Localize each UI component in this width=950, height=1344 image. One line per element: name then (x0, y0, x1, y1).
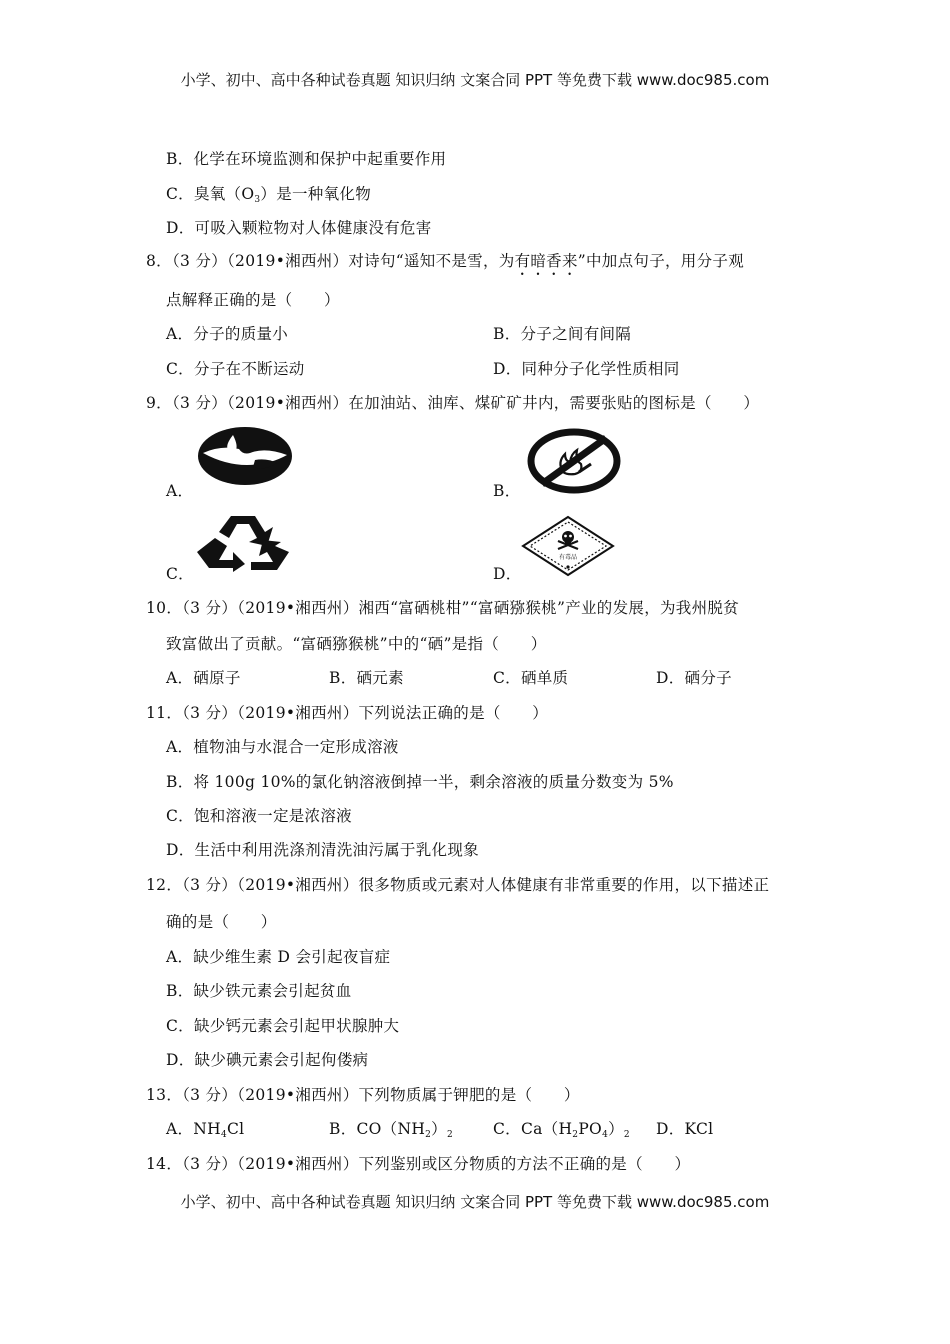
q13-stem: 13．（3 分）（2019•湘西州）下列物质属于钾肥的是（ ） (146, 1086, 580, 1104)
q8-stem: 8．（3 分）（2019•湘西州）对诗句“遥知不是雪，为有暗香来”中加点句子，用分子观 (146, 252, 745, 270)
q8-option-d: D．同种分子化学性质相同 (493, 360, 680, 378)
q9-stem: 9．（3 分）（2019•湘西州）在加油站、油库、煤矿矿井内，需要张贴的图标是（ ） (146, 394, 760, 412)
q11-option-b: B．将 100g 10%的氯化钠溶液倒掉一半，剩余溶液的质量分数变为 5% (166, 773, 674, 791)
q13-option-d: D．KCl (656, 1120, 714, 1138)
q13-option-b: B．$CO(NH_2)_2$ (329, 1120, 454, 1140)
q11-stem: 11．（3 分）（2019•湘西州）下列说法正确的是（ ） (146, 704, 549, 722)
q8-option-a: A．分子的质量小 (166, 325, 289, 343)
q7-option-b: B．化学在环境监测和保护中起重要作用 (166, 150, 447, 168)
q11-option-a: A．植物油与水混合一定形成溶液 (166, 738, 399, 756)
q10-option-b: B．硒元素 (329, 669, 404, 687)
q10-option-c: C．硒单质 (493, 669, 569, 687)
q8-dotted-phrase: 有暗香来 (514, 252, 578, 270)
toxic-sign-label: 有毒品 (558, 554, 578, 561)
q12-option-d: D．缺少碘元素会引起佝偻病 (166, 1051, 369, 1069)
q13-option-a: A．$NH_4Cl$ (166, 1120, 245, 1140)
q12-option-b: B．缺少铁元素会引起贫血 (166, 982, 352, 1000)
q11-option-c: C．饱和溶液一定是浓溶液 (166, 807, 352, 825)
q9-option-a: A． (166, 482, 194, 500)
q12-stem-line2: 确的是（ ） (166, 913, 277, 931)
q13-option-c: C．$Ca(H_2PO_4)_2$ (493, 1120, 630, 1140)
no-fire-sign-icon (527, 428, 621, 494)
q9-option-b: B． (493, 482, 521, 500)
q12-option-a: A．缺少维生素 D 会引起夜盲症 (166, 948, 391, 966)
q8-option-b: B．分子之间有间隔 (493, 325, 632, 343)
q10-stem: 10．（3 分）（2019•湘西州）湘西“富硒桃柑”“富硒猕猴桃”产业的发展，为我州脱贫 (146, 599, 739, 617)
water-saving-sign-icon (195, 425, 295, 487)
q12-option-c: C．缺少钙元素会引起甲状腺肿大 (166, 1017, 400, 1035)
q7-option-d: D．可吸入颗粒物对人体健康没有危害 (166, 219, 432, 237)
toxic-sign-icon (521, 515, 615, 577)
q12-stem: 12．（3 分）（2019•湘西州）很多物质或元素对人体健康有非常重要的作用，以下描述正 (146, 876, 770, 894)
q10-option-a: A．硒原子 (166, 669, 241, 687)
q10-option-d: D．硒分子 (656, 669, 732, 687)
q10-stem-line2: 致富做出了贡献。“富硒猕猴桃”中的“硒”是指（ ） (166, 635, 547, 653)
q14-stem: 14．（3 分）（2019•湘西州）下列鉴别或区分物质的方法不正确的是（ ） (146, 1155, 691, 1173)
page-header: 小学、初中、高中各种试卷真题 知识归纳 文案合同 PPT 等免费下载 www.doc985.com (180, 71, 770, 89)
q7-option-c: C．臭氧$(O_3)$是一种氧化物 (166, 185, 372, 205)
q8-stem-line2: 点解释正确的是（ ） (166, 291, 340, 309)
q8-option-c: C．分子在不断运动 (166, 360, 305, 378)
q11-option-d: D．生活中利用洗涤剂清洗油污属于乳化现象 (166, 841, 479, 859)
q9-option-d: D． (493, 565, 522, 583)
recycling-sign-icon (193, 512, 293, 572)
q9-option-c: C． (166, 565, 194, 583)
page-footer: 小学、初中、高中各种试卷真题 知识归纳 文案合同 PPT 等免费下载 www.doc985.com (180, 1193, 770, 1211)
